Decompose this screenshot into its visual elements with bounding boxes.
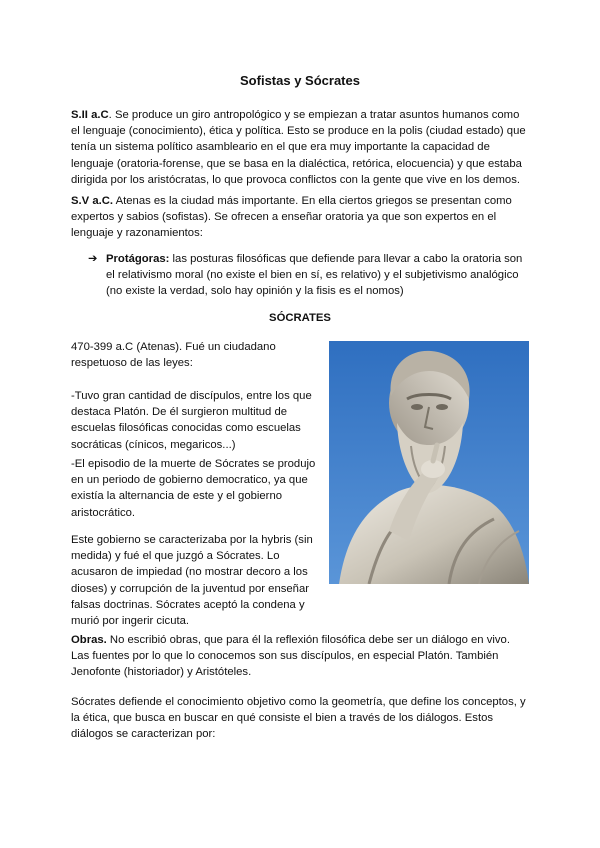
statue-illustration xyxy=(329,341,529,584)
intro-label-2: S.V a.C. xyxy=(71,195,114,207)
socrates-statue-image xyxy=(329,341,529,584)
intro-label-1: S.II a.C xyxy=(71,109,109,121)
socrates-paragraph-3: -El episodio de la muerte de Sócrates se produjo en un periodo de gobierno democratico, ya que existía la alternancia de este y el gobierno aristocrático. xyxy=(71,458,316,519)
obras-text: No escribió obras, que para él la reflexión filosófica debe ser un diálogo en vivo. Las fuentes por lo que lo conocemos son sus discípulos, en especial Platón. También Jenofonte (historiador) y Aristóteles. xyxy=(71,634,510,679)
intro-paragraph-2 xyxy=(71,193,531,242)
obras-label: Obras. xyxy=(71,634,107,646)
socrates-paragraph-4: Este gobierno se caracterizaba por la hybris (sin medida) y fué el que juzgó a Sócrates. Lo acusaron de impiedad (no mostrar decoro a los dioses) y corrupción de la juventud por enseñar falsas doctrinas. Sócrates aceptó la condena y murió por ingerir cicuta. xyxy=(71,534,313,628)
intro-text-2: Atenas es la ciudad más importante. En ella ciertos griegos se presentan como expertos y sabios (sofistas). Se ofrecen a enseñar oratoria ya que son expertos en el lenguaje y razonamientos: xyxy=(71,195,512,240)
closing-paragraph: Sócrates defiende el conocimiento objetivo como la geometría, que define los conceptos, y la ética, que busca en buscar en qué consiste el bien a través de los diálogos. Estos diálogos se caracterizan por: xyxy=(71,696,526,741)
section-heading-socrates: SÓCRATES xyxy=(269,312,331,324)
arrow-bullet-icon: ➔ xyxy=(88,253,98,265)
obras-paragraph xyxy=(71,632,531,681)
bullet-label: Protágoras: xyxy=(106,253,170,265)
bullet-body: las posturas filosóficas que defiende para llevar a cabo la oratoria son el relativismo moral (no existe el bien en sí, es relativo) y el subjetivismo analógico (no existe la verdad, solo hay opinión y la fisis es el nomos) xyxy=(106,253,523,298)
socrates-paragraph-1: 470-399 a.C (Atenas). Fué un ciudadano respetuoso de las leyes: xyxy=(71,341,276,370)
bullet-text xyxy=(106,251,528,300)
document-title: Sofistas y Sócrates xyxy=(240,73,360,88)
intro-text-1: . Se produce un giro antropológico y se empiezan a tratar asuntos humanos como el lenguaje (conocimiento), ética y política. Esto se produce en la polis (ciudad estado) que tenía un sistema político asambleario en el que era muy importante la capacidad de lenguaje (oratoria-forense, que se basa en la dialéctica, retórica, elocuencia) y que estaba dirigida por los aristócratas, lo que provoca conflictos con la gente que vive en los demos. xyxy=(71,109,526,186)
intro-paragraph-1 xyxy=(71,107,531,188)
bullet-protagoras xyxy=(88,251,528,300)
socrates-paragraph-2: -Tuvo gran cantidad de discípulos, entre los que destaca Platón. De él surgieron multitud de escuelas filosóficas conocidas como escuelas socráticas (cínicos, megaricos...) xyxy=(71,390,312,451)
